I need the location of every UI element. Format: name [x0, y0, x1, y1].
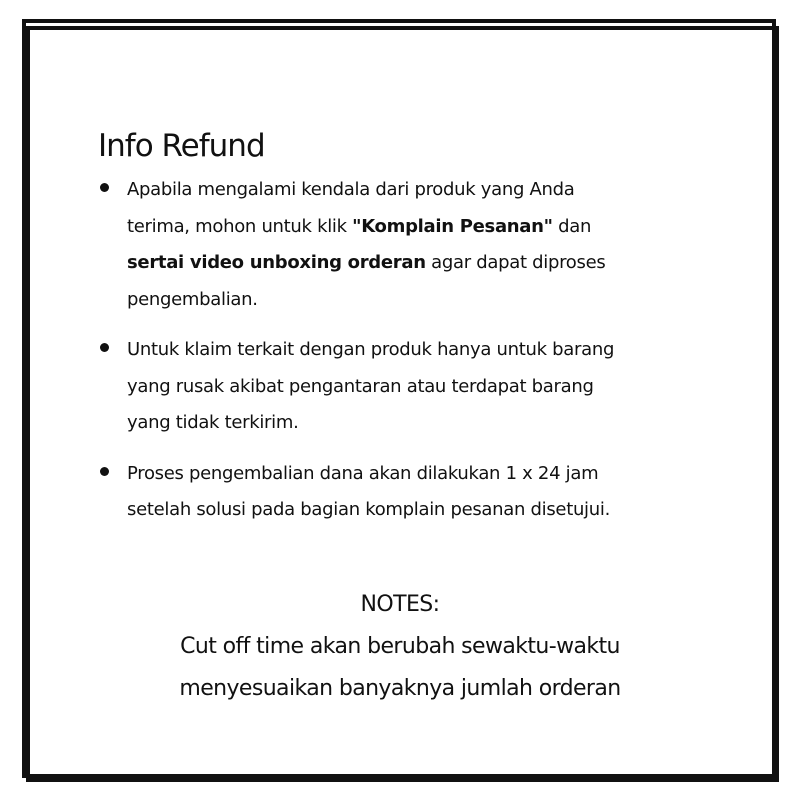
bullet-text-line: [127, 209, 720, 246]
bullet-text-line: [127, 369, 720, 406]
notes-heading: NOTES:: [360, 592, 440, 617]
text-segment: yang tidak terkirim.: [127, 412, 299, 433]
text-segment: pengembalian.: [127, 288, 258, 310]
bold-text: "Komplain Pesanan": [352, 215, 553, 237]
page-title: Info Refund: [98, 128, 265, 164]
list-item: [100, 332, 720, 442]
text-segment: yang rusak akibat pengantaran atau terdapat barang: [127, 375, 594, 397]
bullet-text-line: [127, 172, 720, 209]
bullet-text-line: [127, 282, 720, 319]
notes-line-2: menyesuaikan banyaknya jumlah orderan: [179, 676, 621, 701]
refund-info-list: [100, 172, 720, 543]
list-item: [100, 172, 720, 318]
notes-section: [60, 584, 740, 710]
bullet-text-line: [127, 456, 720, 493]
bullet-dot-icon: [100, 467, 109, 476]
list-item: [100, 456, 720, 529]
text-segment: dan: [552, 215, 592, 237]
bullet-text-line: [127, 245, 720, 282]
text-segment: agar dapat diproses: [425, 252, 606, 273]
bullet-dot-icon: [100, 343, 109, 352]
text-segment: Untuk klaim terkait dengan produk hanya untuk barang: [127, 339, 615, 360]
notes-line-1: Cut off time akan berubah sewaktu-waktu: [180, 634, 620, 659]
text-segment: terima, mohon untuk klik: [127, 215, 353, 237]
bullet-dot-icon: [100, 183, 109, 192]
text-segment: Proses pengembalian dana akan dilakukan 1 x 24 jam: [127, 462, 599, 484]
text-segment: setelah solusi pada bagian komplain pesanan disetujui.: [127, 499, 610, 520]
bullet-text-line: [127, 492, 720, 529]
bullet-text-line: [127, 405, 720, 442]
bold-text: sertai video unboxing orderan: [127, 252, 426, 273]
bullet-text-line: [127, 332, 720, 369]
text-segment: Apabila mengalami kendala dari produk yang Anda: [127, 179, 575, 200]
